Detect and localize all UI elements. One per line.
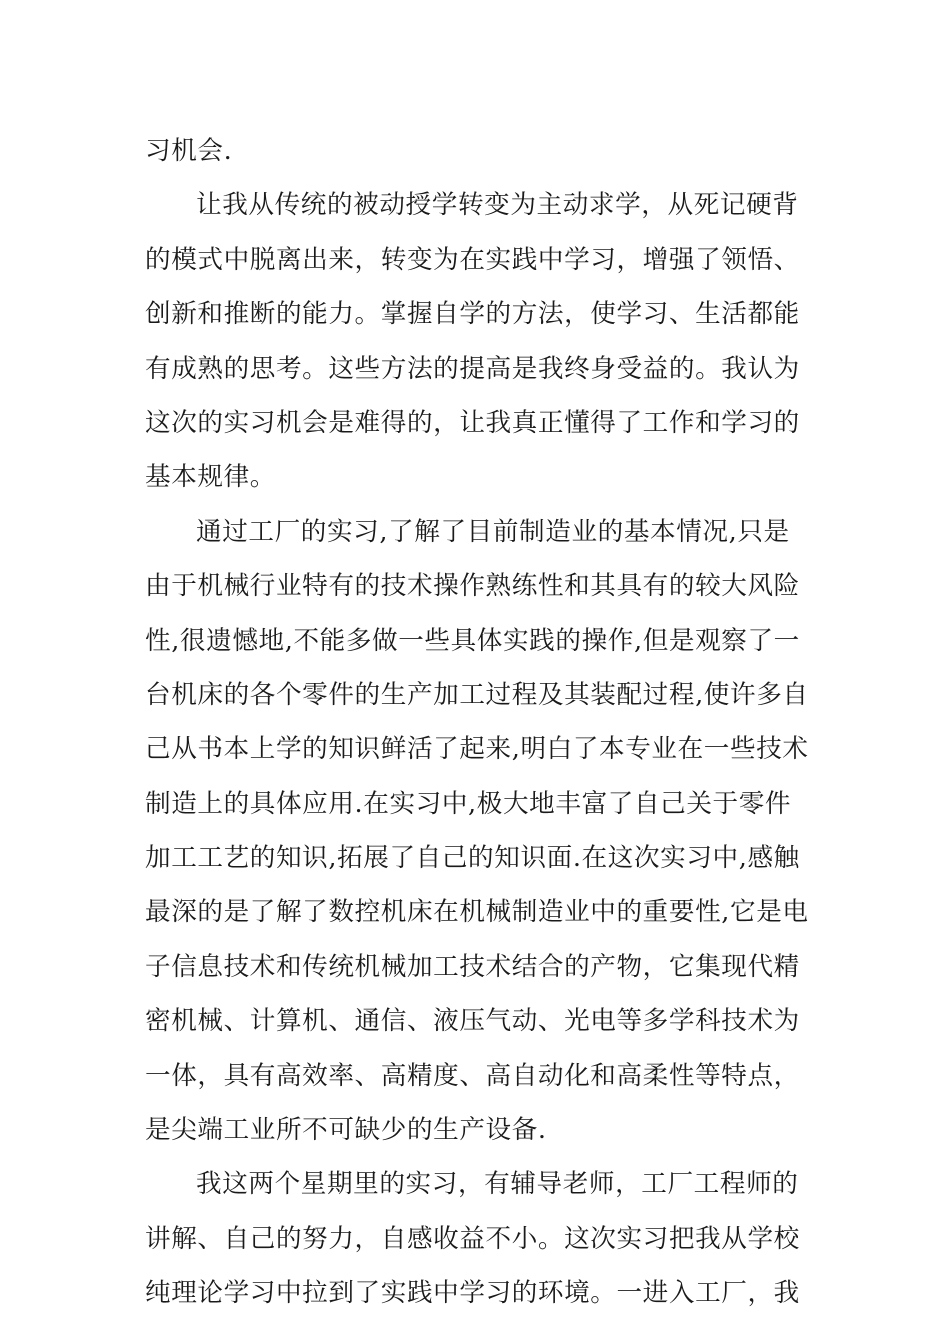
text-line: 子信息技术和传统机械加工技术结合的产物，它集现代精 [145,951,800,982]
text-line: 台机床的各个零件的生产加工过程及其装配过程,使许多自 [145,679,809,710]
text-line: 密机械、计算机、通信、液压气动、光电等多学科技术为 [145,1006,800,1037]
text-line: 习机会. [145,136,233,166]
text-line: 加工工艺的知识,拓展了自己的知识面.在这次实习中,感触 [145,843,800,874]
text-line: 让我从传统的被动授学转变为主动求学，从死记硬背 [196,190,799,221]
text-line: 的模式中脱离出来，转变为在实践中学习，增强了领悟、 [145,244,800,275]
text-line: 通过工厂的实习,了解了目前制造业的基本情况,只是 [196,516,790,547]
text-line: 性,很遗憾地,不能多做一些具体实践的操作,但是观察了一 [145,625,800,656]
text-line: 这次的实习机会是难得的，让我真正懂得了工作和学习的 [145,407,800,438]
text-line: 讲解、自己的努力，自感收益不小。这次实习把我从学校 [145,1223,800,1254]
text-line: 己从书本上学的知识鲜活了起来,明白了本专业在一些技术 [145,734,809,765]
text-line: 制造上的具体应用.在实习中,极大地丰富了自己关于零件 [145,788,792,819]
text-line: 我这两个星期里的实习，有辅导老师，工厂工程师的 [196,1169,799,1200]
text-line: 最深的是了解了数控机床在机械制造业中的重要性,它是电 [145,897,809,928]
document-body [145,124,810,1321]
text-line: 一体，具有高效率、高精度、高自动化和高柔性等特点， [145,1060,800,1091]
text-line: 由于机械行业特有的技术操作熟练性和其具有的较大风险 [145,571,800,602]
text-line: 创新和推断的能力。掌握自学的方法，使学习、生活都能 [145,299,800,330]
text-line: 基本规律。 [145,462,276,493]
text-line: 纯理论学习中拉到了实践中学习的环境。一进入工厂，我 [145,1278,800,1309]
text-line: 是尖端工业所不可缺少的生产设备. [145,1115,547,1146]
text-line: 有成熟的思考。这些方法的提高是我终身受益的。我认为 [145,353,800,384]
